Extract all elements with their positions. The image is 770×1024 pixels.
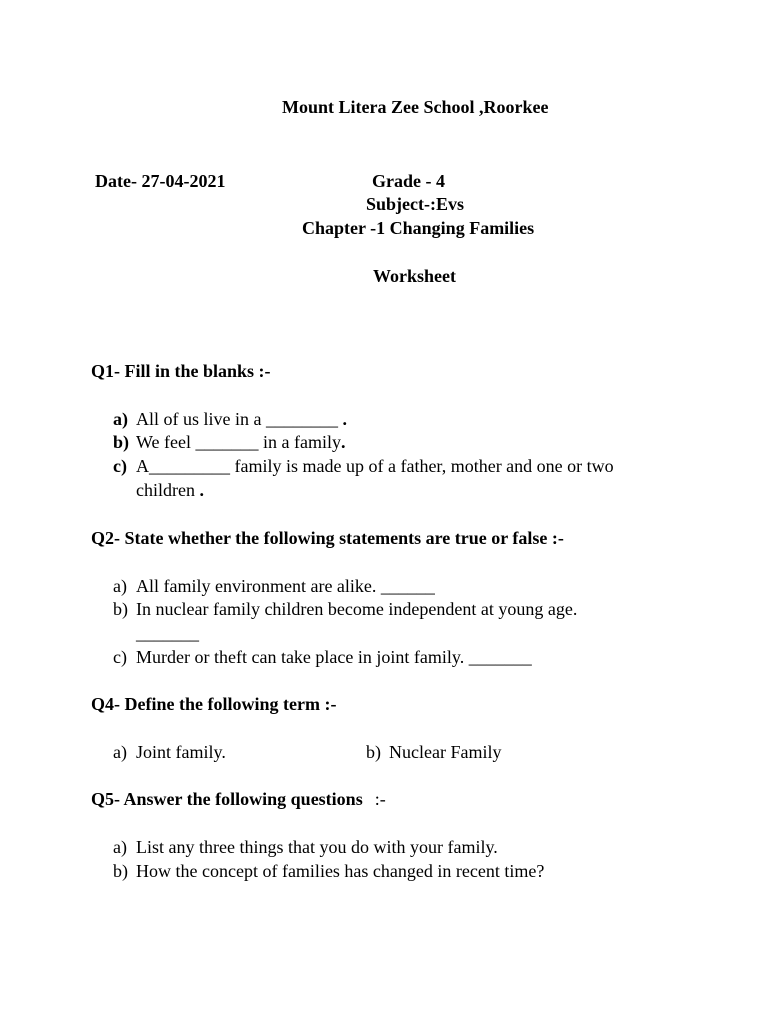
q4-a-text: Joint family. bbox=[136, 742, 226, 762]
q1-c-period: . bbox=[199, 480, 204, 500]
q5-a-marker: a) bbox=[113, 837, 127, 857]
grade: Grade - 4 bbox=[372, 171, 445, 191]
q2-c-marker: c) bbox=[113, 647, 127, 667]
q2-heading: Q2- State whether the following statements are true or false :- bbox=[91, 528, 564, 548]
q2-a-text: All family environment are alike. ______ bbox=[136, 576, 435, 596]
q1-c-cont-body: children bbox=[136, 480, 200, 500]
q1-b-marker: b) bbox=[113, 432, 130, 452]
q4-b-text: Nuclear Family bbox=[389, 742, 502, 762]
q5-heading-tail: :- bbox=[374, 789, 386, 809]
q2-b-marker: b) bbox=[113, 599, 128, 619]
worksheet-label: Worksheet bbox=[373, 266, 456, 286]
q1-b-period: . bbox=[341, 432, 346, 452]
q2-a-marker: a) bbox=[113, 576, 127, 596]
q4-b-marker: b) bbox=[366, 742, 381, 762]
q4-a-marker: a) bbox=[113, 742, 127, 762]
q5-heading-text: Q5- Answer the following questions bbox=[91, 789, 363, 809]
q2-b-text: In nuclear family children become independent at young age. bbox=[136, 599, 578, 619]
chapter-title: Chapter -1 Changing Families bbox=[302, 218, 535, 238]
q1-a-text bbox=[136, 408, 347, 430]
q1-heading: Q1- Fill in the blanks :- bbox=[91, 361, 271, 381]
school-name: Mount Litera Zee School ,Roorkee bbox=[282, 97, 549, 117]
q2-c-text: Murder or theft can take place in joint family. _______ bbox=[136, 647, 532, 667]
q4-heading: Q4- Define the following term :- bbox=[91, 694, 337, 714]
q5-b-text: How the concept of families has changed in recent time? bbox=[136, 861, 545, 881]
q5-b-marker: b) bbox=[113, 861, 128, 881]
q5-heading bbox=[91, 788, 386, 810]
date: Date- 27-04-2021 bbox=[95, 171, 226, 191]
q1-b-body: We feel _______ in a family bbox=[136, 432, 341, 452]
q1-a-body: All of us live in a ________ bbox=[136, 409, 343, 429]
q1-b-text bbox=[136, 431, 346, 453]
q1-c-text: A_________ family is made up of a father, mother and one or two bbox=[136, 456, 614, 476]
q1-c-continuation bbox=[136, 479, 204, 501]
q1-a-period: . bbox=[342, 409, 347, 429]
q1-a-marker: a) bbox=[113, 409, 128, 429]
subject: Subject-:Evs bbox=[366, 194, 464, 214]
q2-b-blank: _______ bbox=[136, 623, 199, 643]
q1-c-marker: c) bbox=[113, 456, 127, 476]
q5-a-text: List any three things that you do with your family. bbox=[136, 837, 498, 857]
